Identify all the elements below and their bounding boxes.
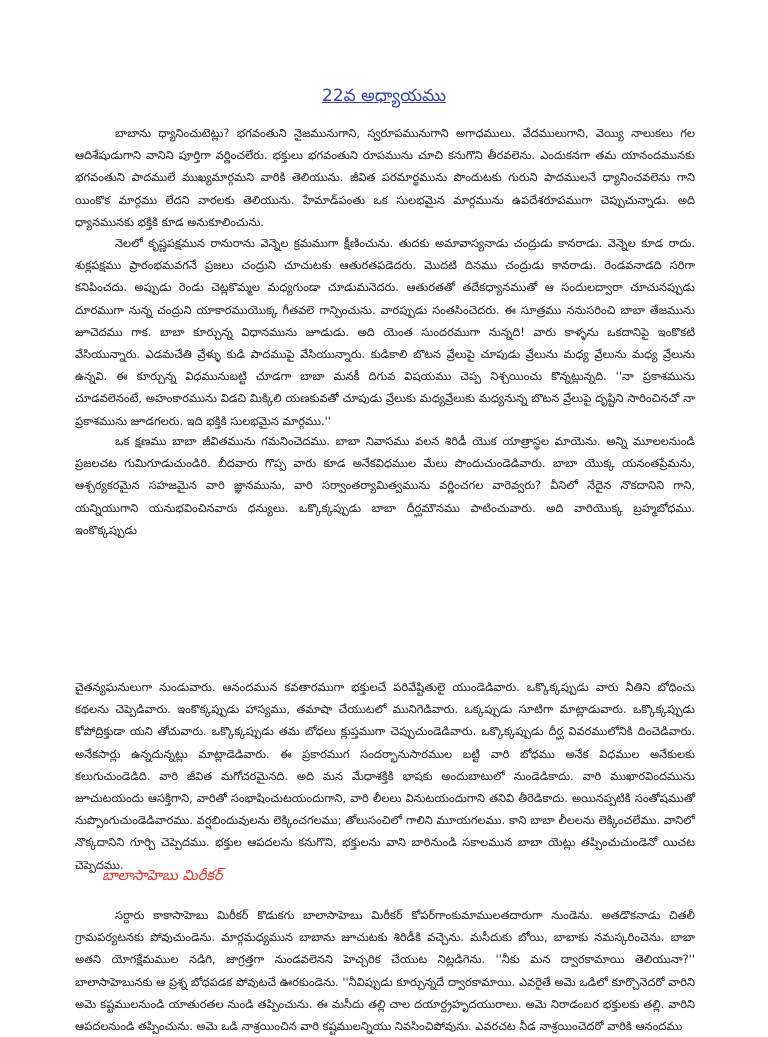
paragraph <box>75 122 695 233</box>
paragraph <box>75 232 695 432</box>
paragraph-continued <box>75 676 695 876</box>
paragraph <box>75 430 695 541</box>
paragraph-text: నెలలో కృష్ణపక్షమున రానురాను వెన్నెల క్రమముగా క్షీణించును. తుదకు అమావాస్యనాడు చంద్రుడు కానరాడు. వెన్నెల కూడ రాదు. శుక్లపక్షము ప్రారంభమవగనే ప్రజలు చంద్రుని చూచుటకు ఆతురతపడెదరు. మొదటి దినము చంద్రుడు కానరాడు. రెండవనాడది సరిగా కనిపించదు. అప్పుడు రెండు చెట్లకొమ్మల మధ్యగుండా చూడుమనెదరు. ఆతురతతో తదేకధ్యానముతో ఆ సందులద్వారా చూచునప్పుడు దూరముగా నున్న చంద్రుని యాకారముయొక్క గీతవలె గాన్పించును. వారప్పుడు సంతసించెదరు. ఈ సూత్రము ననుసరించి బాబా తేజమును జూచెదము గాక. బాబా కూర్చున్న విధానమును జూడుడు. అది యెంత సుందరముగా నున్నది! వారు కాళ్ళను ఒకదానిపై ఇంకొకటి వేసియున్నారు. ఎడమచేతి వ్రేళ్ళు కుడి పాదముపై వేసియున్నారు. కుడికాలి బొటన వ్రేలుపై చూపుడు వ్రేలును మధ్య వ్రేలును మధ్య వ్రేలును ఉన్నవి. ఈ కూర్చున్న విధమునుబట్టి చూడగా బాబా మనకీ దిగువ విషయము చెప్ప నిశ్చయించు కొన్నట్లున్నది. ''నా ప్రకాశమును చూడవలెనంటే, అహంకారమును విడచి మిక్కిలి యణకువతో చూపుడు వ్రేలుకు మధ్యవ్రేలుకు మధ్యనున్న బొటన వ్రేలుపై దృష్టిని సారించినచో నా ప్రకాశమును జూడగలరు. ఇది భక్తికి సులభమైన మార్గము.'' <box>75 236 695 428</box>
paragraph-text: సర్దారు కాకాసాహెబు మిరీకర్ కొడుకగు బాలాసాహెబు మిరీకర్ కోపర్‌గాంకుమాములతదారుగా నుండెను. అతడొకనాడు చితలీ గ్రామపర్యటనకు పోవుచుండెను. మార్గమధ్యమున బాబాను జూచుటకు శిరిడీకి వచ్చెను. మసీదుకు బోయి, బాబాకు నమస్కరించెను. బాబా అతని యోగక్షేమముల నడిగి, జాగ్రత్తగా నుండవలెనని హెచ్చరిక చేయుట నిట్లడిగెను. ''నీకు మన ద్వారకామాయి తెలియునా?'' బాలాసాహెబునకు ఆ ప్రశ్న బోధపడక పోవుటచే ఊరకుండెను. ''నీవిప్పుడు కూర్చున్నదే ద్వారకామాయి. ఎవరైతే అమె ఒడిలో కూర్చొనెదరో వారిని అమె కష్టములనుండి యాతురతల నుండి తప్పించును. ఈ మసీదు తల్లి చాల దయార్ద్రహృదయురాలు. అమె నిరాడంబర భక్తులకు తల్లి. వారిని ఆపదలనుండి తప్పించును. అమె ఒడి నాశ్రయించిన వారి కష్టములన్నియు నివసించిపోవును. ఎవరచట నీడ నాశ్రయించెదరో వారికి ఆనందము <box>75 908 695 1034</box>
paragraph-text: బాబాను ధ్యానించుటెట్లు? భగవంతుని నైజమునుగాని, స్వరూపమునుగాని అగాధములు. వేదములుగాని, వెయ్యి నాలుకలు గల ఆదిశేషుడుగాని వానిని పూర్తిగా వర్ణించలేరు. భక్తులు భగవంతుని రూపమును చూచి కనుగొని తీరవలెను. ఎందుకనగా తమ యానందమునకు భగవంతుని పాదములే ముఖ్యమార్గమని వారికి తెలియును. జీవిత పరమార్థమును పొందుటకు గురుని పాదములనే ధ్యానించవలెను గాని యింకొక మార్గము లేదని వారలకు తెలియును. హేమాడ్‌పంతు ఒక సులభమైన మార్గమును ఉపదేశరూపముగా చెప్పుచున్నాడు. అది ధ్యానమునకు భక్తికి కూడ అనుకూలించును. <box>75 126 695 229</box>
section-heading: బాలాసాహెబు మిరీకర్ <box>102 868 223 884</box>
paragraph-text: ఒక క్షణము బాబా జీవితమును గమనించెదము. బాబా నివాసము వలన శిరిడీ యొక యాత్రాస్థల మాయెను. అన్ని మూలలనుండి ప్రజలచట గుమిగూడుచుండిరి. బీదవారు గొప్ప వారు కూడ అనేకవిధముల మేలు పొందుచుండెడివారు. బాబా యొక్క యనంతప్రేమను, ఆశ్చర్యకరమైన సహజమైన వారి జ్ఞానమును, వారి సర్వాంతర్యామిత్వమును వర్ణించగల వారెవ్వరు? వీనిలో నేదైన నొకదానిని గాని, యన్నియుగాని యనుభవించినవారు ధన్యులు. ఒక్కొక్కప్పుడు బాబా దీర్ఘమౌనము పాటించువారు. అది వారియొక్క బ్రహ్మబోధము. ఇంకొక్కప్పుడు <box>75 434 695 537</box>
paragraph <box>75 904 695 1037</box>
paragraph-text: చైతన్యఘనులుగా నుండువారు. ఆనందమున కవతారముగా భక్తులచే పరివేష్టితులై యుండెడివారు. ఒక్కొక్కప్పుడు వారు నీతిని బోధించు కథలను చెప్పెడివారు. ఇంకొక్కప్పుడు హాస్యము, తమాషా చేయుటలో మునిగెడివారు. ఒక్కప్పుడు సూటిగా మాట్లాడువారు. ఒక్కొక్కప్పుడు కోపోద్రిక్తుడా యని తోచువారు. ఒక్కొక్కప్పుడు తమ బోధలు క్లుప్తముగా చెప్పుచుండెడివారు. ఒక్కొక్కప్పుడు దీర్ఘ వివరములోనికి దించెడివారు. అనేకసార్లు ఉన్నదున్నట్లు మాట్లాడెడివారు. ఈ ప్రకారముగ సందర్భానుసారముల బట్టి వారి బోధము అనేక విధముల అనేకులకు కలుగుచుండెడిది. వారి జీవిత మగోచరమైనది. అది మన మేధాశక్తికి భాషకు అందుబాటులో నుండెడికాదు. వారి ముఖారవిందమును జూచుటయందు ఆసక్తిగాని, వారితో సంభాషించుటయందుగాని, వారి లీలలు వినుటయందుగాని తనివి తీరెడికాదు. అయినప్పటికి సంతోషముతో నుప్పొంగుచుండెడివారము. వర్షబిందువులను లెక్కించగలము; తోలుసంచిలో గాలిని మూయగలము. కాని బాబా లీలలను లెక్కించలేము. వానిలో నొక్కదానిని గూర్చి చెప్పెదము. భక్తుల ఆపదలను కనుగొని, భక్తులను వాని బారినుండి సకాలమున బాబా యెట్లు తప్పించుచుండెనో యిచట చెప్పెదము. <box>75 680 695 872</box>
chapter-title: 22వ అధ్యాయము <box>322 86 446 106</box>
